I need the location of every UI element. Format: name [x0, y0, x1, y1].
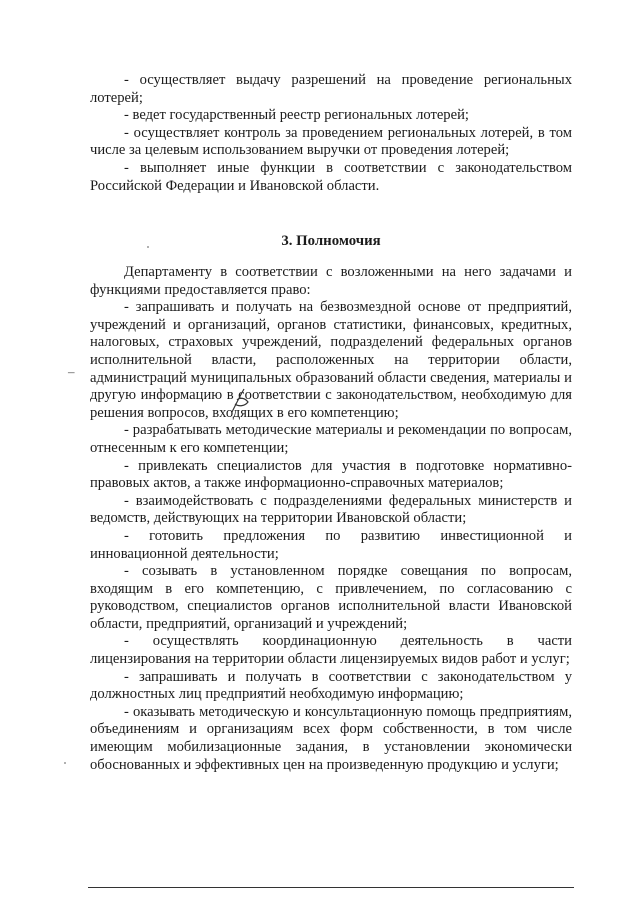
- bottom-rule: [88, 887, 574, 888]
- list-item: - разрабатывать методические материалы и рекомендации по вопросам, отнесенным к его компетенции;: [90, 422, 572, 456]
- list-item: - готовить предложения по развитию инвестиционной и инновационной деятельности;: [90, 527, 572, 562]
- section-heading: 3. Полномочия: [281, 233, 381, 249]
- list-item: - осуществляет контроль за проведением региональных лотерей, в том числе за целевым использованием выручки от проведения лотерей;: [90, 124, 572, 159]
- list-item: - запрашивать и получать на безвозмездной основе от предприятий, учреждений и организаций, органов статистики, финансовых, кредитных, налоговых, страховых учреждений, подразделений федеральных органов исполнительной власти, расположенных на территории области, администраций муниципальных образований области сведения, материалы и другую информацию в соответствии с законодательством, необходимую для решения вопросов, входящих в его компетенцию;: [90, 299, 572, 421]
- margin-mark: –: [68, 364, 75, 379]
- list-item: - выполняет иные функции в соответствии с законодательством Российской Федерации и Ивановской области.: [90, 159, 572, 194]
- list-item: - привлекать специалистов для участия в подготовке нормативно-правовых актов, а также информационно-справочных материалов;: [90, 457, 572, 492]
- list-item: - запрашивать и получать в соответствии с законодательством у должностных лиц предприятий необходимую информацию;: [90, 668, 572, 703]
- intro-paragraph: Департаменту в соответствии с возложенными на него задачами и функциями предоставляется право:: [90, 264, 572, 298]
- scan-speck: [147, 246, 149, 248]
- functions-list: [90, 72, 572, 195]
- scan-speck: [64, 762, 66, 764]
- list-item: - осуществляет выдачу разрешений на проведение региональных лотерей;: [90, 72, 572, 106]
- list-item: - взаимодействовать с подразделениями федеральных министерств и ведомств, действующих на территории Ивановской области;: [90, 492, 572, 527]
- list-item: - осуществлять координационную деятельность в части лицензирования на территории области лицензируемых видов работ и услуг;: [90, 633, 572, 668]
- list-item: - оказывать методическую и консультационную помощь предприятиям, объединениям и организациям всех форм собственности, в том числе имеющим мобилизационные задания, в установлении экономически обоснованных и эффективных цен на произведенную продукцию и услуги;: [90, 703, 572, 773]
- list-item: - ведет государственный реестр региональных лотерей;: [124, 107, 469, 124]
- powers-list: [90, 264, 572, 774]
- handwritten-mark-icon: [228, 386, 250, 416]
- list-item: - созывать в установленном порядке совещания по вопросам, входящим в его компетенцию, с привлечением, по согласованию с руководством, специалистов органов исполнительной власти Ивановской области, предприятий, организаций и учреждений;: [90, 563, 572, 632]
